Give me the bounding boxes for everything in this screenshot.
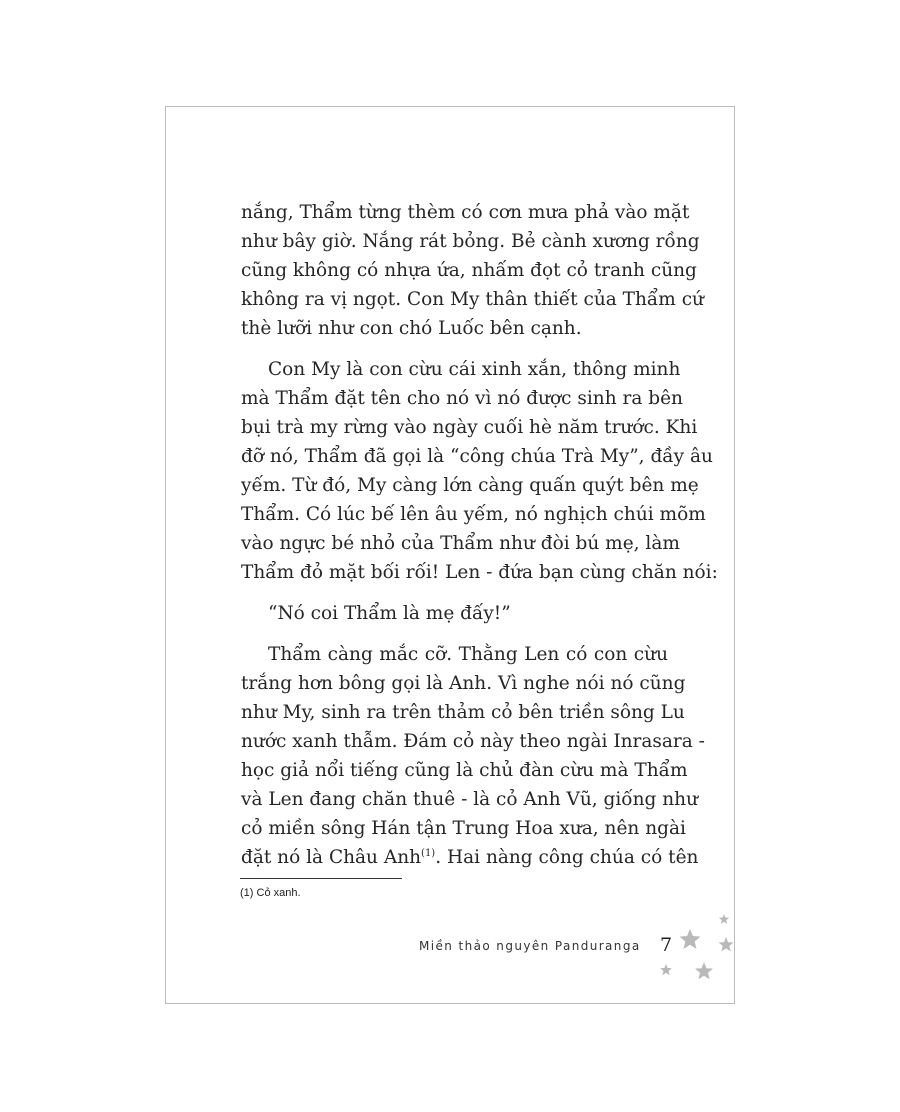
running-title: Miền thảo nguyên Panduranga [419,939,641,953]
star-icon [719,914,729,924]
text-line: vào ngực bé nhỏ của Thẩm như đòi bú mẹ, làm [241,533,680,554]
paragraph-2 [241,355,718,587]
footnote-divider [240,878,402,879]
text-line: nước xanh thẫm. Đám cỏ này theo ngài Inrasara - [241,731,705,752]
text-line: bụi trà my rừng vào ngày cuối hè năm trước. Khi [241,417,698,438]
text-line: mà Thẩm đặt tên cho nó vì nó được sinh ra bên [241,388,683,409]
paragraph-3 [241,599,668,628]
footnote: (1) Cỏ xanh. [240,887,301,899]
text-line: Thẩm. Có lúc bế lên âu yếm, nó nghịch chúi mõm [241,504,706,525]
text-line: trắng hơn bông gọi là Anh. Vì nghe nói nó cũng [241,673,686,694]
text-line: học giả nổi tiếng cũng là chủ đàn cừu mà Thẩm [241,760,688,781]
text-line: “Nó coi Thẩm là mẹ đấy!” [268,603,511,624]
text-line [241,843,699,872]
text-line: Thẩm đỏ mặt bối rối! Len - đứa bạn cùng chăn nói: [241,562,718,583]
text-line: đỡ nó, Thẩm đã gọi là “công chúa Trà My”, đầy âu [241,446,713,467]
stars-decoration [650,905,740,990]
text-line: yếm. Từ đó, My càng lớn càng quấn quýt bên mẹ [241,475,699,496]
text-line: Thẩm càng mắc cỡ. Thằng Len có con cừu [268,644,668,665]
text-line: nắng, Thẩm từng thèm có cơn mưa phả vào mặt [241,202,690,223]
paragraph-4 [241,640,705,872]
star-icon [660,964,672,975]
text-line: thè lưỡi như con chó Luốc bên cạnh. [241,318,582,339]
page-number: 7 [660,934,673,956]
text-line: không ra vị ngọt. Con My thân thiết của Thẩm cứ [241,289,704,310]
footnote-marker: (1) [421,847,436,859]
text-segment: đặt nó là Châu Anh [241,847,422,868]
text-line: và Len đang chăn thuê - là cỏ Anh Vũ, giống như [241,789,698,810]
star-icon [680,929,701,949]
star-icon [718,937,733,951]
text-line: Con My là con cừu cái xinh xắn, thông minh [268,359,681,380]
text-line: cũng không có nhựa ứa, nhấm đọt cỏ tranh cũng [241,260,697,281]
text-segment: . Hai nàng công chúa có tên [435,847,699,868]
text-line: như bây giờ. Nắng rát bỏng. Bẻ cành xương rồng [241,231,700,252]
text-line: cỏ miền sông Hán tận Trung Hoa xưa, nên ngài [241,818,686,839]
text-line: như My, sinh ra trên thảm cỏ bên triền sông Lu [241,702,685,723]
paragraph-1 [241,198,704,343]
star-icon [695,962,713,979]
body-text [241,198,718,884]
